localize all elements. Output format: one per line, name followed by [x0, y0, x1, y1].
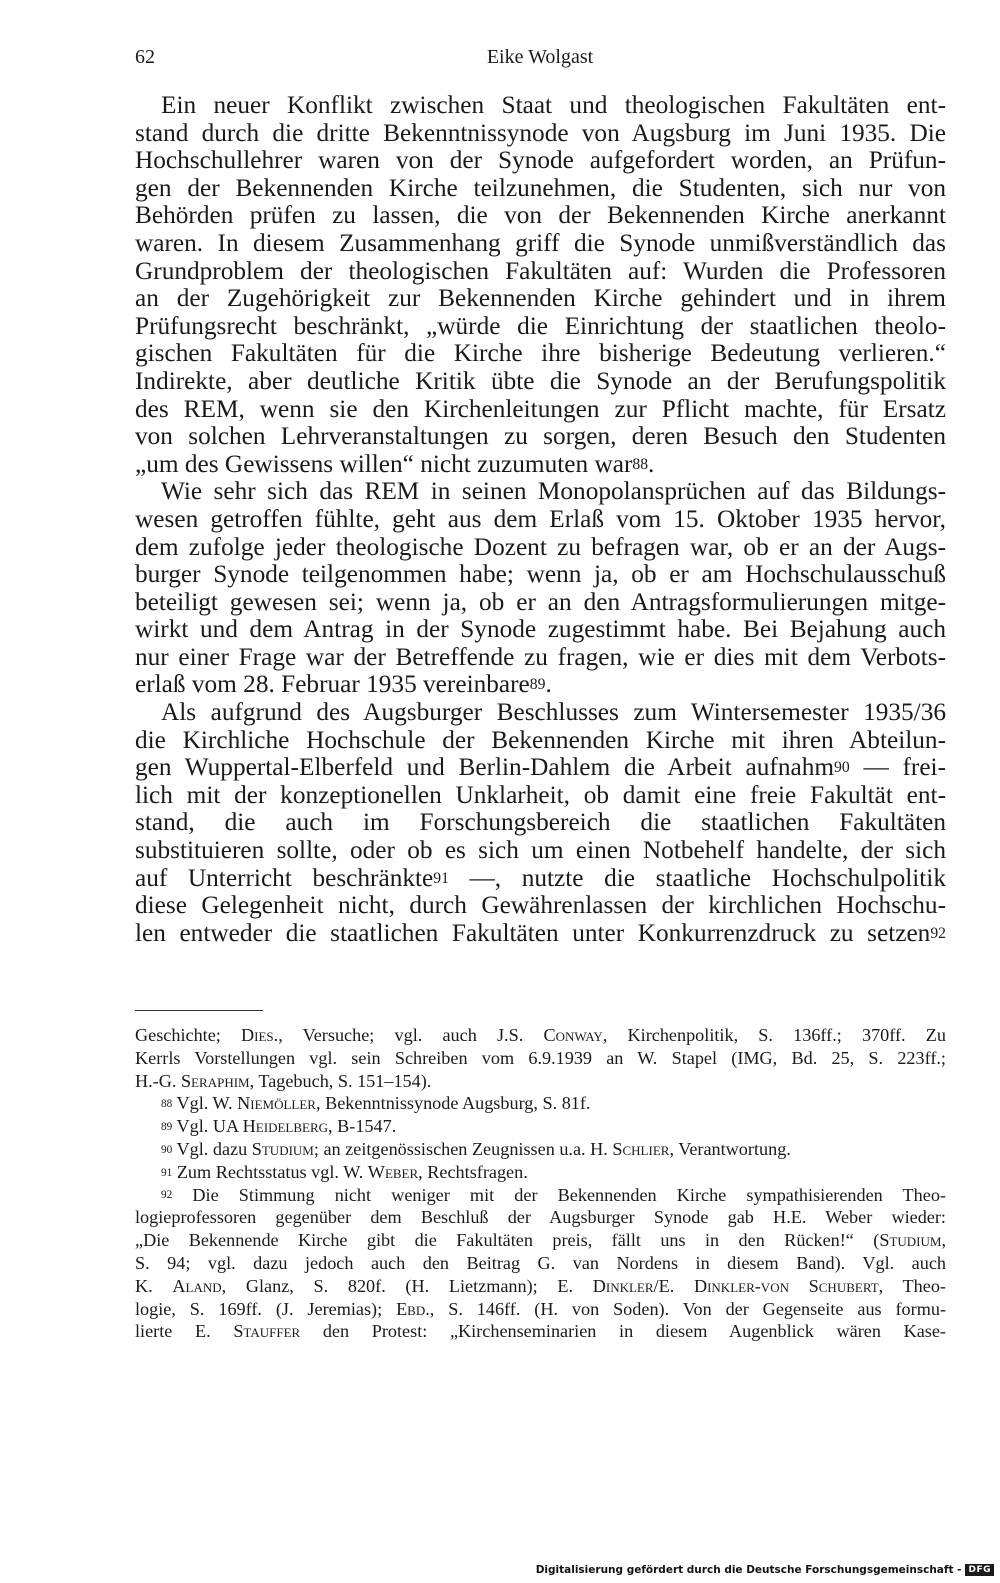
footnote-line: Kerrls Vorstellungen vgl. sein Schreiben vom 6.9.1939 an W. Stapel (IMG, Bd. 25, S. 223ff.; [135, 1047, 946, 1068]
text-run: , Theo- [878, 1275, 946, 1296]
text-run: Vgl. W. [172, 1093, 238, 1114]
footnote-ref: 92 [930, 924, 946, 942]
text-run: logie, S. 169ff. (J. Jeremias); [135, 1298, 397, 1319]
paragraph [135, 478, 946, 699]
text-line: burger Synode teilgenommen habe; wenn ja, ob er am Hochschulausschuß [135, 560, 946, 589]
text-line: Als aufgrund des Augsburger Beschlusses zum Wintersemester 1935/36 [161, 698, 946, 727]
text-line: Ein neuer Konflikt zwischen Staat und theologischen Fakultäten ent- [161, 91, 946, 119]
footnote-line [135, 1024, 946, 1047]
text-line: Grundproblem der theologischen Fakultäten auf: Wurden die Professoren [135, 256, 946, 285]
text-line: nur einer Frage war der Betreffende zu fragen, wie er dies mit dem Verbots- [135, 642, 946, 671]
source-name: Studium [879, 1230, 942, 1251]
main-text [135, 92, 946, 947]
text-line: Behörden prüfen zu lassen, die von der Bekennenden Kirche anerkannt [135, 201, 946, 230]
author-name: Aland [172, 1275, 222, 1296]
text-run: ., S. 146ff. (H. von Soden). Von der Gegenseite aus formu- [425, 1298, 947, 1319]
text-run: , [941, 1230, 946, 1251]
text-run: auf Unterricht beschränkte [135, 863, 434, 892]
text-line: beteiligt gewesen sei; wenn ja, ob er an den Antragsformulierungen mitge- [135, 587, 946, 616]
footnote-number: 89 [161, 1120, 173, 1133]
text-run: , Tagebuch, S. 151–154). [249, 1070, 432, 1091]
footnote-divider [135, 1010, 263, 1011]
text-run: Vgl. UA [172, 1116, 243, 1137]
footnote-number: 88 [161, 1098, 173, 1111]
text-run: , Rechtsfragen. [418, 1161, 528, 1182]
text-run: „um des Gewissens willen“ nicht zuzumuten war [135, 449, 633, 478]
footnote-number: 90 [161, 1143, 173, 1156]
text-line: stand, die auch im Forschungsbereich die staatlichen Fakultäten [135, 808, 946, 837]
text-run: , Verantwortung. [669, 1138, 791, 1159]
footnote-line [135, 1275, 946, 1298]
text-run: , Bekenntnissynode Augsburg, S. 81f. [315, 1093, 591, 1114]
footnote-88 [135, 1092, 946, 1115]
text-run: den Protest: „Kirchenseminarien in diesem Augenblick wären Kase- [300, 1321, 946, 1342]
text-line: wirkt und dem Antrag in der Synode zugestimmt habe. Bei Bejahung auch [135, 615, 946, 644]
footnote-line: S. 94; vgl. dazu jedoch auch den Beitrag G. van Nordens in diesem Band). Vgl. auch [135, 1252, 946, 1273]
credit-text: Digitalisierung gefördert durch die Deutsche Forschungsgemeinschaft - [535, 1564, 962, 1576]
footnote-ref: 91 [433, 869, 449, 887]
text-run: /E. [653, 1275, 694, 1296]
footnote-line: logieprofessoren gegenüber dem Beschluß der Augsburger Synode gab H.E. Weber wieder: [135, 1207, 946, 1228]
page-number: 62 [135, 46, 155, 68]
author-name: Dinkler-von Schubert [693, 1275, 879, 1296]
text-line: stand durch die dritte Bekenntnissynode von Augsburg im Juni 1935. Die [135, 118, 946, 147]
footnote-ref: 88 [632, 455, 649, 473]
footnote-90 [135, 1138, 946, 1161]
page-header [135, 46, 945, 76]
footnotes [135, 1024, 946, 1343]
author-name: Schlier [612, 1138, 670, 1159]
text-line: die Kirchliche Hochschule der Bekennenden Kirche mit ihren Abteilun- [135, 725, 946, 754]
text-run: . [545, 670, 552, 699]
text-run: K. [135, 1275, 173, 1296]
text-line: gischen Fakultäten für die Kirche ihre bisherige Bedeutung verlieren.“ [135, 339, 946, 368]
digitization-credit [536, 1561, 994, 1579]
footnote-line [135, 1070, 946, 1093]
text-line: wesen getroffen fühlte, geht aus dem Erlaß vom 15. Oktober 1935 hervor, [135, 504, 946, 533]
paragraph [135, 92, 946, 478]
text-line: Wie sehr sich das REM in seinen Monopolansprüchen auf das Bildungs- [161, 477, 946, 506]
text-run: . [648, 449, 655, 478]
text-run: Geschichte; [135, 1025, 242, 1045]
footnote-ref: 90 [834, 759, 850, 777]
author-name: Dies [241, 1025, 274, 1045]
text-run: Die Stimmung nicht weniger mit der Bekennenden Kirche sympathisierenden Theo- [172, 1184, 946, 1205]
text-run: ; an zeitgenössischen Zeugnissen u.a. H. [313, 1138, 613, 1159]
archive-name: Heidelberg [242, 1116, 329, 1137]
author-name: Stauffer [233, 1321, 301, 1342]
text-run: Zum Rechtsstatus vgl. W. [172, 1161, 368, 1182]
text-line: Hochschullehrer waren von der Synode aufgefordert worden, an Prüfun- [135, 146, 946, 175]
text-line [135, 754, 946, 782]
text-line: Prüfungsrecht beschränkt, „würde die Einrichtung der staatlichen theolo- [135, 311, 946, 340]
text-run: len entweder die staatlichen Fakultäten unter Konkurrenzdruck zu setzen [135, 918, 931, 947]
footnote-ref: 89 [529, 676, 546, 694]
footnote-91 [135, 1161, 946, 1184]
paragraph [135, 699, 946, 947]
text-run: H.-G. [135, 1070, 181, 1091]
text-line: an der Zugehörigkeit zur Bekennenden Kirche gehindert und in ihrem [135, 284, 946, 313]
footnote-number: 91 [161, 1166, 173, 1179]
footnote-line [135, 1229, 946, 1252]
text-line: diese Gelegenheit nicht, durch Gewährenlassen der kirchlichen Hochschu- [135, 891, 946, 920]
text-run: erlaß vom 28. Februar 1935 vereinbare [135, 670, 530, 699]
author-name: Weber [367, 1161, 419, 1182]
text-run: gen Wuppertal-Elberfeld und Berlin-Dahlem die Arbeit aufnahm [135, 753, 835, 782]
running-head: Eike Wolgast [486, 46, 594, 68]
footnote-line [135, 1298, 946, 1321]
text-line [135, 671, 946, 699]
author-name: Dinkler [592, 1275, 654, 1296]
text-run: „Die Bekennende Kirche gibt die Fakultäten preis, fällt uns in den Rücken!“ ( [135, 1230, 880, 1251]
dfg-logo: DFG [965, 1564, 994, 1576]
text-line [135, 920, 946, 948]
footnote-number: 92 [161, 1189, 173, 1202]
text-line [135, 865, 946, 893]
text-line: substituieren sollte, oder ob es sich um einen Notbehelf handelte, der sich [135, 836, 946, 865]
text-line: des REM, wenn sie den Kirchenleitungen zur Pflicht machte, für Ersatz [135, 394, 946, 423]
text-run: Vgl. dazu [172, 1138, 252, 1159]
text-run: , Glanz, S. 820f. (H. Lietzmann); E. [221, 1275, 593, 1296]
text-line: gen der Bekennenden Kirche teilzunehmen, die Studenten, sich nur von [135, 173, 946, 202]
text-run: —, nutzte die staatliche Hochschulpolitik [448, 863, 946, 892]
text-run: , B-1547. [328, 1116, 397, 1137]
author-name: Ebd [396, 1298, 426, 1319]
text-line: dem zufolge jeder theologische Dozent zu befragen war, ob er an der Augs- [135, 532, 946, 561]
author-name: Conway [543, 1025, 603, 1045]
footnote-89 [135, 1115, 946, 1138]
text-run: ., Versuche; vgl. auch J.S. [273, 1025, 544, 1045]
author-name: Niemöller [237, 1093, 316, 1114]
text-run: — frei- [849, 753, 947, 782]
source-name: Studium [251, 1138, 314, 1159]
text-line: lich mit der konzeptionellen Unklarheit, ob damit eine freie Fakultät ent- [135, 780, 946, 809]
footnote-92 [135, 1184, 946, 1207]
footnote-line [135, 1320, 946, 1343]
text-run: , Kirchenpolitik, S. 136ff.; 370ff. Zu [602, 1025, 946, 1045]
text-line [135, 451, 946, 479]
text-run: lierte E. [135, 1321, 234, 1342]
text-line: waren. In diesem Zusammenhang griff die Synode unmißverständlich das [135, 228, 946, 257]
text-line: von solchen Lehrveranstaltungen zu sorgen, deren Besuch den Studenten [135, 422, 946, 451]
text-line: Indirekte, aber deutliche Kritik übte die Synode an der Berufungspolitik [135, 366, 946, 395]
author-name: Seraphim [180, 1070, 250, 1091]
